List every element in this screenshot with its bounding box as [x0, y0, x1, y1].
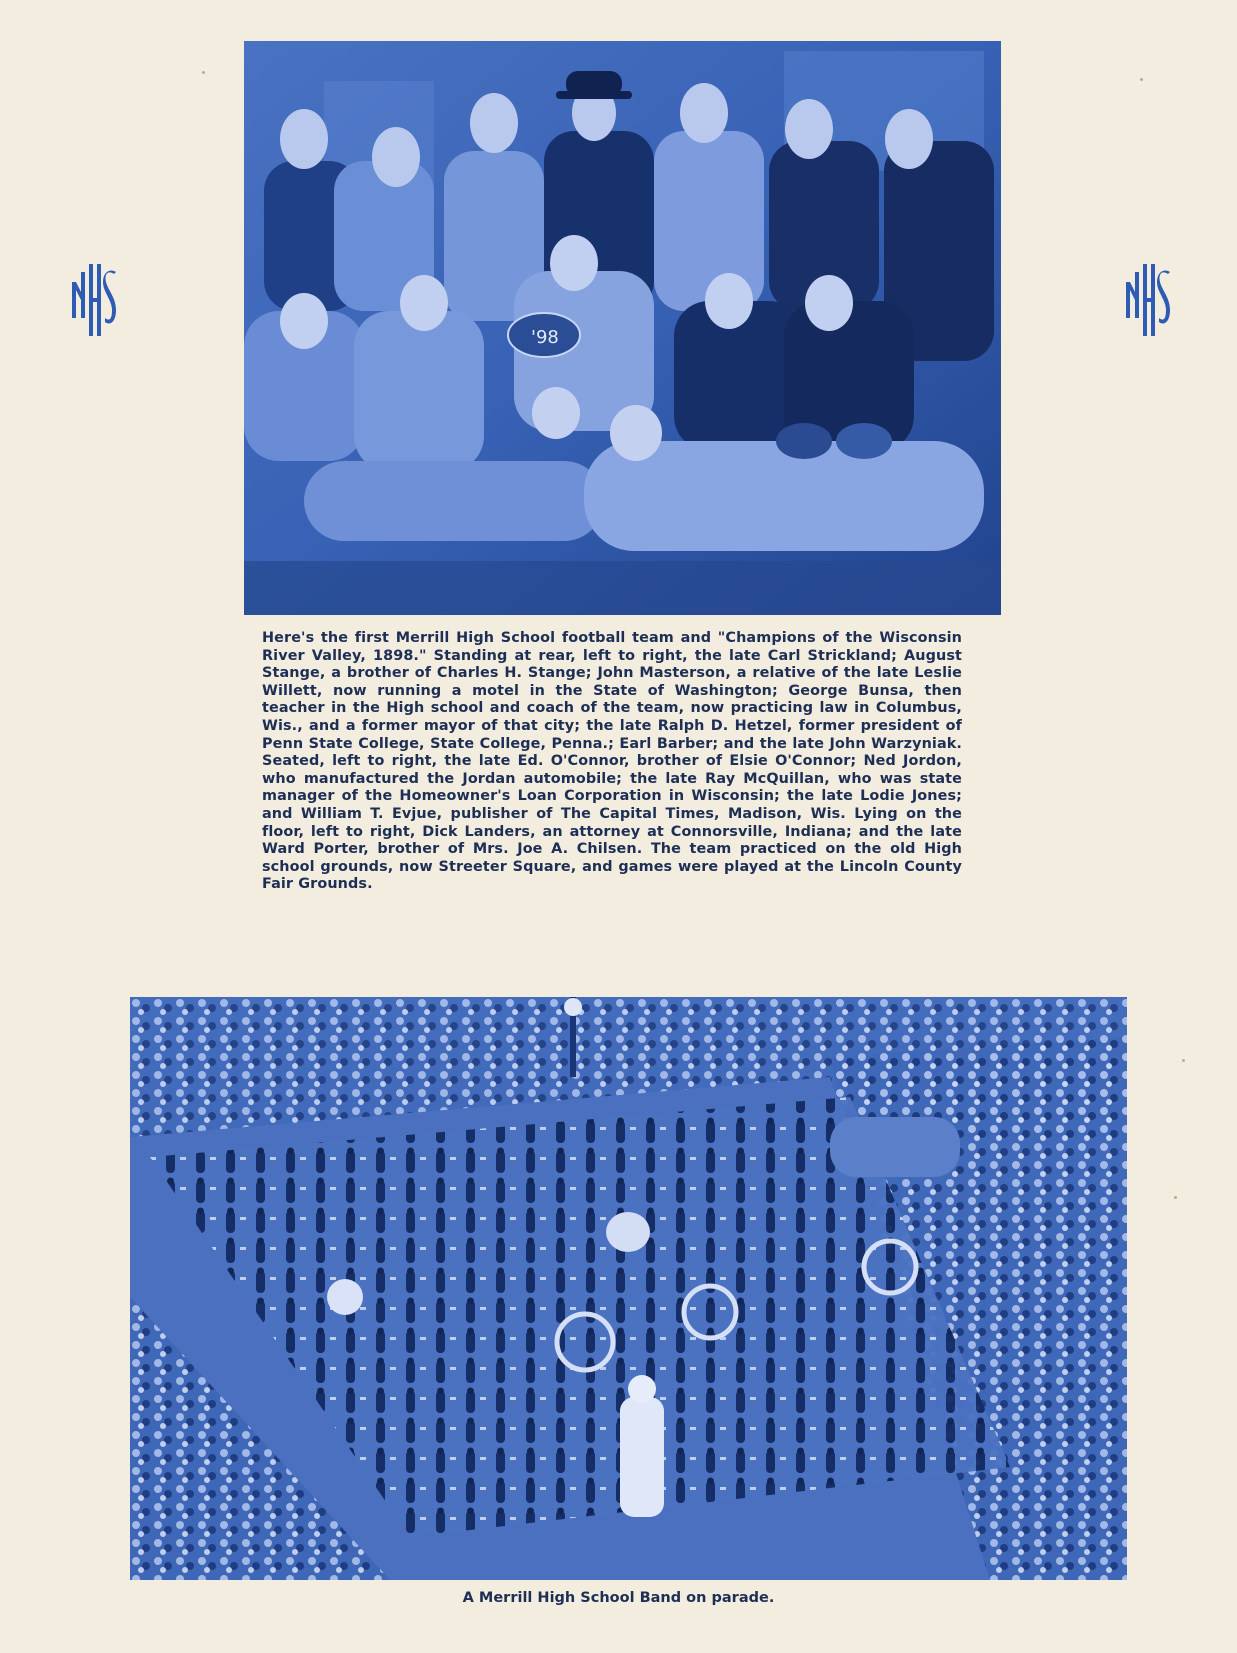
football-team-illustration	[244, 41, 1001, 615]
paper-speck	[1174, 1196, 1177, 1199]
band-photo-caption: A Merrill High School Band on parade.	[462, 1590, 775, 1606]
football-team-photo	[244, 41, 1001, 615]
mhs-monogram-graphic	[1124, 262, 1174, 338]
ball-label: '98	[531, 327, 559, 348]
paper-speck	[1140, 78, 1143, 81]
band-parade-photo	[130, 997, 1127, 1580]
paper-speck	[1182, 1059, 1185, 1062]
paper-speck	[202, 71, 205, 74]
band-parade-illustration	[130, 997, 1127, 1580]
mhs-monogram-right	[1124, 262, 1174, 338]
mhs-monogram-graphic	[70, 262, 120, 338]
mhs-monogram-left	[70, 262, 120, 338]
team-photo-caption: Here's the first Merrill High School football team and "Champions of the Wisconsin River Valley, 1898." Standing at rear, left to right, the late Carl Strickland; August Stange, a brother of Charles H. Stange; John Masterson, a relative of the late Leslie Willett, now running a motel in the State of Washington; George Bunsa, then teacher in the High school and coach of the team, now practicing law in Columbus, Wis., and a former mayor of that city; the late Ralph D. Hetzel, former president of Penn State College, State College, Penna.; Earl Barber; and the late John Warzyniak. Seated, left to right, the late Ed. O'Connor, brother of Elsie O'Connor; Ned Jordon, who manufactured the Jordan automobile; the late Ray McQuillan, who was state manager of the Homeowner's Loan Corporation in Wisconsin; the late Lodie Jones; and William T. Evjue, publisher of The Capital Times, Madison, Wis. Lying on the floor, left to right, Dick Landers, an attorney at Connorsville, Indiana; and the late Ward Porter, brother of Mrs. Joe A. Chilsen. The team practiced on the old High school grounds, now Streeter Square, and games were played at the Lincoln County Fair Grounds.	[262, 630, 962, 893]
